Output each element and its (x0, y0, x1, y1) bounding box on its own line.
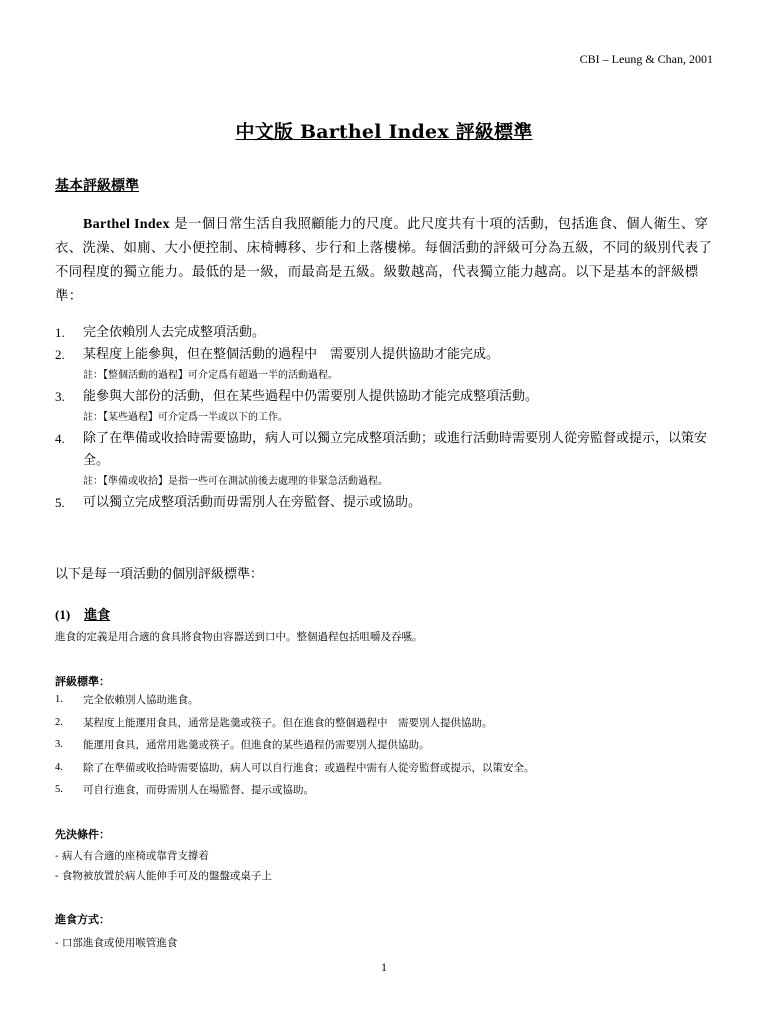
basic-criteria-list (55, 322, 720, 514)
intro-paragraph (55, 213, 715, 309)
list-item (55, 757, 720, 780)
list-item (55, 344, 720, 366)
list-item-text: 某程度上能參與，但在整個活動的過程中 需要別人提供協助才能完成。 (83, 347, 500, 362)
prerequisites-heading: 先決條件： (55, 828, 110, 841)
list-item-number: 2. (55, 347, 65, 362)
list-item-text: 可以獨立完成整項活動而毋需別人在旁監督、提示或協助。 (83, 495, 422, 510)
document-title: 中文版 Barthel Index 評級標準 (235, 121, 533, 143)
list-item-number: 4. (55, 431, 65, 446)
list-item-text: 能運用食具，通常用匙羹或筷子。但進食的某些過程仍需要別人提供協助。 (83, 739, 430, 751)
list-item-text: 完全依賴別人去完成整項活動。 (83, 325, 266, 340)
list-item (55, 779, 720, 802)
list-item-text: 完全依賴別人協助進食。 (83, 694, 199, 706)
list-item (55, 689, 720, 712)
activity-criteria-lead: 以下是每一項活動的個別評級標準： (55, 567, 264, 582)
list-item-number: 3. (55, 389, 65, 404)
section-definition: 進食的定義是用合適的食具將食物由容器送到口中。整個過程包括咀嚼及吞嚥。 (55, 631, 423, 643)
section-number: (1) (55, 607, 71, 622)
intro-text: 是一個日常生活自我照顧能力的尺度。此尺度共有十項的活動，包括進食、個人衛生、穿衣、洗澡、如廁、大小便控制、床椅轉移、步行和上落樓梯。每個活動的評級可分為五級，不同的級別代表了不同程度的獨立能力。最低的是一級，而最高是五級。級數越高，代表獨立能力越高。以下是基本的評級標準： (55, 217, 713, 304)
feeding-method-item: - 口部進食或使用喉管進食 (55, 937, 178, 949)
header-reference: CBI – Leung & Chan, 2001 (579, 52, 713, 66)
basic-criteria-heading: 基本評級標準 (55, 178, 139, 194)
list-item-number: 5. (55, 784, 63, 795)
list-item-number: 2. (55, 716, 63, 728)
list-item (55, 492, 720, 514)
list-item-number: 3. (55, 739, 63, 750)
section-name: 進食 (84, 608, 111, 623)
list-item-number: 1. (55, 694, 63, 705)
feeding-criteria-list (55, 689, 720, 802)
list-item-note: 註：【某些過程】可介定爲一半或以下的工作。 (83, 412, 288, 423)
list-item (55, 322, 720, 344)
feeding-method-heading: 進食方式： (55, 913, 110, 926)
list-item-text: 除了在準備或收拾時需要協助，病人可以獨立完成整項活動；或進行活動時需要別人從旁監督或提示，以策安全。 (83, 431, 708, 468)
list-item (55, 428, 720, 472)
list-item-number: 1. (55, 325, 65, 340)
prerequisite-item: - 食物被放置於病人能伸手可及的盤盤或桌子上 (55, 870, 272, 882)
list-item-text: 除了在準備或收拾時需要協助，病人可以自行進食；或過程中需有人從旁監督或提示，以策安全。 (83, 761, 535, 774)
intro-bold-term: Barthel Index (83, 217, 170, 232)
list-item-text: 某程度上能運用食具，通常是匙羹或筷子。但在進食的整個過程中 需要別人提供協助。 (83, 716, 493, 729)
list-item-number: 5. (55, 495, 65, 510)
list-item-number: 4. (55, 761, 63, 773)
prerequisite-item: - 病人有合適的座椅或靠背支撐着 (55, 850, 209, 862)
list-item-text: 能參與大部份的活動，但在某些過程中仍需要別人提供協助才能完成整項活動。 (83, 389, 539, 404)
list-item (55, 712, 720, 735)
criteria-heading: 評級標準： (55, 675, 110, 688)
page-number: 1 (381, 960, 387, 974)
section-heading-feeding (55, 604, 110, 623)
list-item-text: 可自行進食，而毋需別人在場監督、提示或協助。 (83, 784, 314, 796)
list-item-note: 註：【準備或收拾】是指一些可在測試前後去處理的非緊急活動過程。 (83, 476, 388, 487)
list-item-note: 註：【整個活動的過程】可介定爲有超過一半的活動過程。 (83, 370, 338, 381)
list-item (55, 734, 720, 757)
list-item (55, 386, 720, 408)
